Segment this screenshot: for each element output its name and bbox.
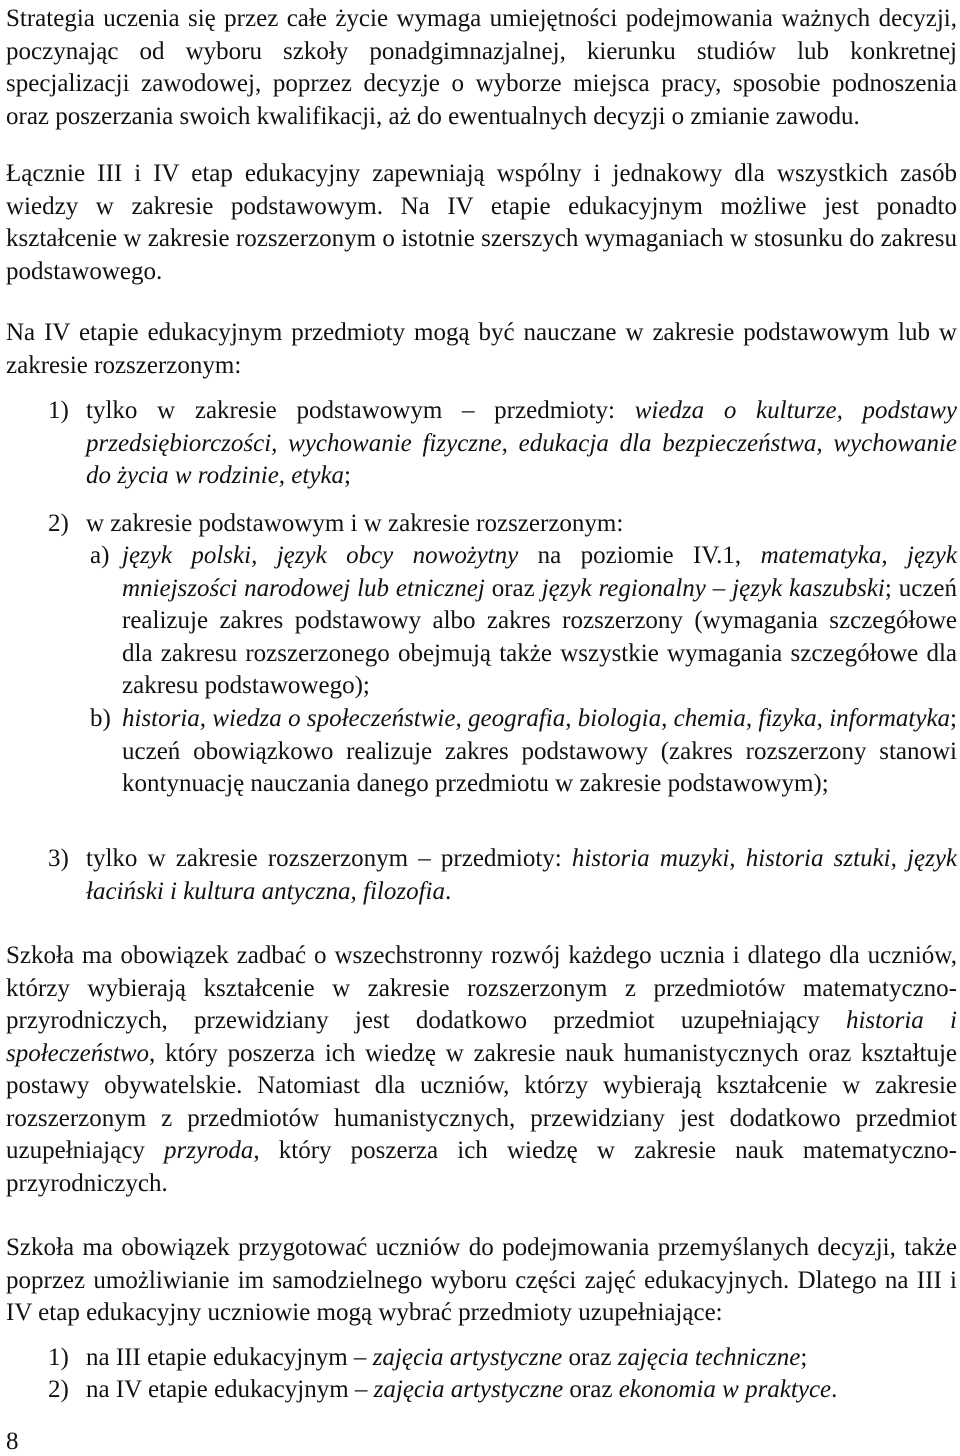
list-subjects: ekonomia w praktyce	[618, 1376, 832, 1403]
paragraph-stage-iv-intro: Na IV etapie edukacyjnym przedmioty mogą być nauczane w zakresie podstawowym lub w zakresie rozszerzonym:	[6, 319, 957, 379]
paragraph-subject: historia i społeczeństwo	[6, 1007, 957, 1067]
list-item-basic-only	[6, 395, 957, 493]
list-text-tail: .	[831, 1376, 838, 1403]
list-item-basic-and-extended	[6, 508, 957, 541]
list-number: 1)	[48, 1344, 69, 1371]
list-subjects: zajęcia artystyczne	[372, 1344, 563, 1371]
paragraph-decision-making: Szkoła ma obowiązek przygotować uczniów do podejmowania przemyślanych decyzji, także poprzez umożliwianie im samodzielnego wyboru części zajęć edukacyjnych. Dlatego na III i IV etap edukacyjny uczniowie mogą wybrać przedmioty uzupełniające:	[6, 1234, 957, 1326]
sublist-subjects: matematyka, język mniejszości narodowej lub etnicznej	[122, 542, 957, 602]
list-number: 2)	[48, 510, 69, 537]
sublist-text: ; uczeń obowiązkowo realizuje zakres podstawowy (zakres rozszerzony stanowi kontynuację nauczania danego przedmiotu w zakresie podstawowym);	[122, 705, 957, 797]
paragraph-text: , który poszerza ich wiedzę w zakresie nauk humanistycznych oraz kształtuje postawy obywatelskie. Natomiast dla uczniów, którzy wybierają kształcenie w zakresie rozszerzonym z przedmiotów humanistycznych, przewidziany jest dodatkowo przedmiot uzupełniający	[6, 1039, 957, 1164]
sublist-subjects: język regionalny – język kaszubski	[541, 574, 885, 602]
list-text-tail: .	[445, 877, 452, 905]
list-item-stage-iv	[6, 1374, 957, 1407]
list-subjects: zajęcia techniczne	[617, 1344, 801, 1371]
sublist-text: oraz	[484, 574, 542, 602]
page-number: 8	[6, 1428, 19, 1455]
paragraph-supplementary-subjects	[6, 940, 957, 1200]
list-text: tylko w zakresie rozszerzonym – przedmioty:	[86, 845, 572, 872]
list-number: 3)	[48, 845, 69, 872]
list-text: tylko w zakresie podstawowym – przedmioty:	[86, 397, 635, 424]
list-number: 2)	[48, 1376, 69, 1403]
list-text: w zakresie podstawowym i w zakresie rozszerzonym:	[86, 510, 624, 537]
list-subjects: wiedza o kulturze, podstawy przedsiębiorczości, wychowanie fizyczne, edukacja dla bezpieczeństwa, wychowanie do życia w rodzinie, etyka	[86, 397, 957, 489]
sublist-item-a	[6, 540, 957, 703]
list-text: oraz	[563, 1376, 619, 1403]
list-subjects: historia muzyki, historia sztuki, język łaciński i kultura antyczna, filozofia	[86, 845, 958, 905]
paragraph-text: Szkoła ma obowiązek zadbać o wszechstronny rozwój każdego ucznia i dlatego dla uczniów, którzy wybierają kształcenie w zakresie rozszerzonym z przedmiotów matematyczno-przyrodniczych, przewidziany jest dodatkowo przedmiot uzupełniający	[6, 942, 957, 1034]
list-text: oraz	[562, 1344, 618, 1371]
sublist-letter: b)	[90, 705, 111, 732]
list-text: na IV etapie edukacyjnym –	[86, 1376, 374, 1403]
sublist-subjects: język polski, język obcy nowożytny	[122, 542, 519, 569]
list-text-tail: ;	[344, 462, 351, 489]
paragraph-text: , który poszerza ich wiedzę w zakresie nauk matematyczno-przyrodniczych.	[6, 1137, 957, 1197]
list-number: 1)	[48, 397, 69, 424]
sublist-text: na poziomie IV.1,	[518, 542, 761, 569]
sublist-text: ; uczeń realizuje zakres podstawowy albo zakres rozszerzony (wymagania szczegółowe dla zakresu rozszerzonego obejmują także wszystkie wymagania szczegółowe dla zakresu podstawowego);	[122, 574, 958, 699]
paragraph-lifelong-learning: Strategia uczenia się przez całe życie wymaga umiejętności podejmowania ważnych decyzji, poczynając od wyboru szkoły ponadgimnazjalnej, kierunku studiów lub konkretnej specjalizacji zawodowej, poprzez decyzje o wyborze miejsca pracy, sposobie podnoszenia oraz poszerzania swoich kwalifikacji, aż do ewentualnych decyzji o zmianie zawodu.	[6, 5, 957, 130]
list-item-stage-iii	[6, 1342, 957, 1375]
paragraph-subject: przyroda	[163, 1137, 254, 1164]
sublist-item-b	[6, 703, 957, 801]
paragraph-stages-iii-iv: Łącznie III i IV etap edukacyjny zapewniają wspólny i jednakowy dla wszystkich zasób wiedzy w zakresie podstawowym. Na IV etapie edukacyjnym możliwe jest ponadto kształcenie w zakresie rozszerzonym o istotnie szerszych wymaganiach w stosunku do zakresu podstawowego.	[6, 160, 957, 285]
sublist-subjects: historia, wiedza o społeczeństwie, geografia, biologia, chemia, fizyka, informatyka	[122, 705, 951, 732]
list-text: na III etapie edukacyjnym –	[86, 1344, 373, 1371]
list-subjects: zajęcia artystyczne	[373, 1376, 564, 1403]
sublist-letter: a)	[90, 542, 110, 569]
list-text-tail: ;	[800, 1344, 808, 1371]
list-item-extended-only	[6, 843, 957, 908]
